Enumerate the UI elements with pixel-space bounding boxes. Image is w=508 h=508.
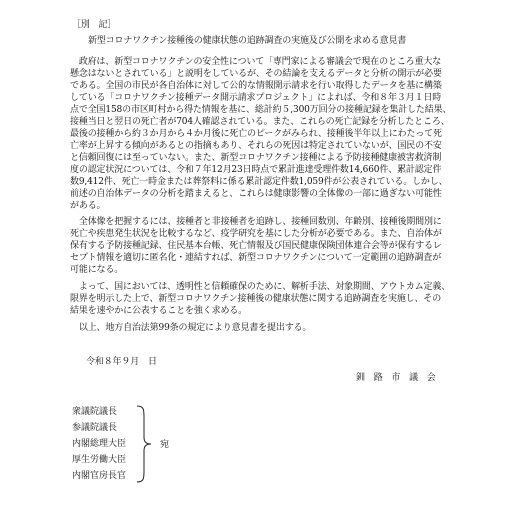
body-line: である。全国の市民が各自治体に対して公的な情報開示請求を行い取得したデータを基に構築 [70, 81, 442, 91]
body-line: 保有する予防接種記録、住民基本台帳、死亡情報及び国民健康保険団体連合会等が保有するレ [70, 241, 442, 251]
addressee-item: 内閣総理大臣 [72, 439, 127, 449]
body-line: 点で全国158の市区町村から得た情報を基に、総計約５,300万回分の接種記録を集計した結果、 [70, 105, 452, 115]
addressee-item: 厚生労働大臣 [72, 455, 127, 465]
addressee-item: 参議院議長 [72, 423, 118, 433]
document-label: ［別 記］ [72, 20, 117, 30]
body-line: よって、国においては、透明性と信頼確保のために、解析手法、対象期間、アウトカム定義、 [70, 282, 451, 292]
body-line: 可能になる。 [70, 265, 124, 275]
body-line: 以上、地方自治法第99条の規定により意見書を提出する。 [70, 323, 312, 333]
brace-icon [134, 405, 154, 483]
body-line: 全体像を把握するには、接種者と非接種者を追跡し、接種回数別、年齢別、接種後期間別に [70, 217, 442, 227]
body-line: と信頼回復には至っていない。また、新型コロナワクチン接種による予防接種健康被害救済制 [70, 153, 442, 163]
sender-name: 釧 路 市 議 会 [356, 373, 436, 383]
addressee-suffix: 宛 [160, 440, 170, 450]
body-line: している「コロナワクチン接種データ開示請求プロジェクト」によれば、令和８年３月１日時 [70, 93, 442, 103]
body-paragraph [70, 322, 446, 334]
body-line: 接種当日と翌日の死亡者が704人確認されている。また、これらの死亡記録を分析したところ、 [70, 117, 450, 127]
body-line: がある。 [70, 201, 106, 211]
body-line: 最後の接種から約３か月から４か月後に死亡のピークがみられ、接種後半年以上にわたって死 [70, 129, 442, 139]
body-line: 亡率が上昇する傾向があるとの指摘もあり、それらの死因は特定されていないが、国民の不安 [70, 141, 442, 151]
body-line: 前述の自治体データの分析を踏まえると、これらは健康影響の全体像の一部に過ぎない可能性 [70, 189, 442, 199]
document-title: 新型コロナワクチン接種後の健康状態の追跡調査の実施及び公開を求める意見書 [88, 36, 407, 46]
body-line: 数9,412件、死亡一時金または葬祭料に係る累計認定件数1,059件が公表されている。しかし、 [70, 177, 448, 187]
body-line: 結果を速やかに公表することを強く求める。 [70, 306, 248, 316]
addressee-item: 衆議院議長 [72, 407, 118, 417]
addressee-item: 内閣官房長官 [72, 471, 127, 481]
body-line: 度の認定状況については、令和７年12月23日時点で累計進達受理件数14,660件、累計認定件 [70, 165, 442, 175]
body-line: 政府は、新型コロナワクチンの安全性について「専門家による審議会で現在のところ重大な [70, 57, 442, 67]
body-line: セプト情報を適切に匿名化・連結すれば、新型コロナワクチンについて一定範囲の追跡調査が [70, 253, 442, 263]
body-paragraph [70, 56, 452, 212]
body-line: 死亡や疾患発生状況を比較するなど、疫学研究を基にした分析が必要である。また、自治体が [70, 229, 442, 239]
body-paragraph [70, 216, 446, 276]
body-paragraph [70, 281, 451, 317]
body-line: 限界を明示した上で、新型コロナワクチン接種後の健康状態に関する追跡調査を実施し、その [70, 294, 442, 304]
body-line: 懸念はないとされている」と説明をしているが、その結論を支えるデータと分析の開示が必要 [70, 69, 442, 79]
document-date: 令和８年９月 日 [86, 357, 157, 367]
